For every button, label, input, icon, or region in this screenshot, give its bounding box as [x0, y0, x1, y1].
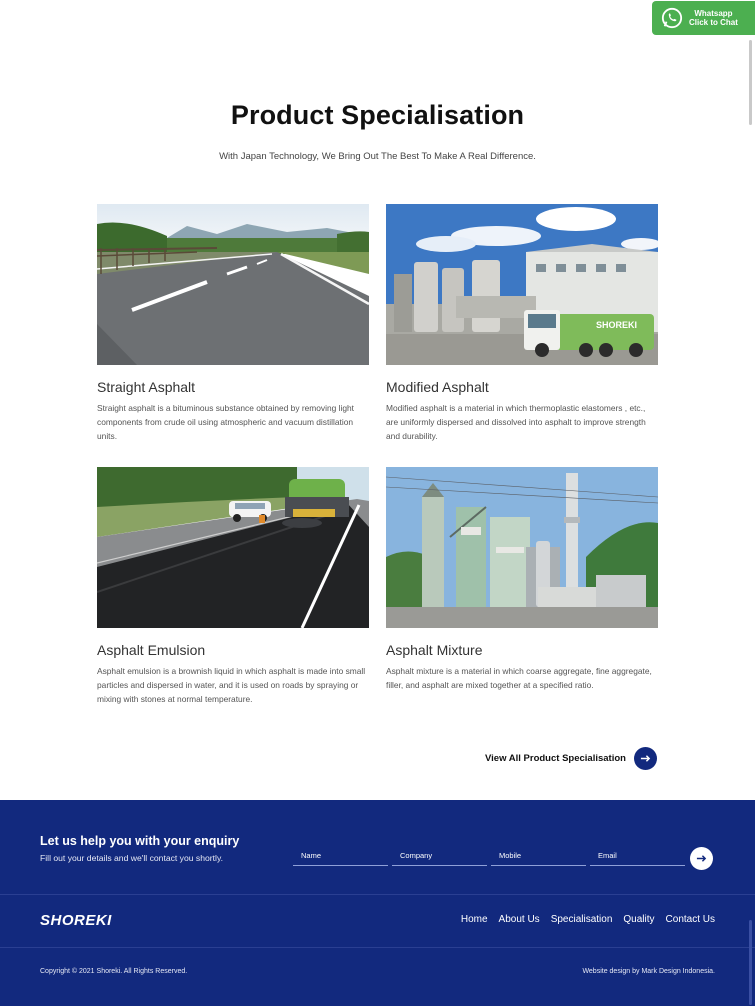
name-field-placeholder: Name — [301, 851, 322, 860]
asphalt-emulsion-image — [97, 467, 369, 628]
design-credit: Website design by Mark Design Indonesia. — [582, 968, 715, 975]
copyright-text: Copyright © 2021 Shoreki. All Rights Reserved. — [40, 968, 188, 975]
name-field[interactable] — [293, 847, 388, 866]
view-all-label[interactable]: View All Product Specialisation — [485, 753, 626, 764]
modified-asphalt-image — [386, 204, 658, 365]
nav-item-about-us[interactable]: About Us — [498, 914, 540, 925]
view-all-products-link[interactable] — [485, 747, 657, 770]
whatsapp-label — [689, 9, 738, 27]
email-field-placeholder: Email — [598, 851, 617, 860]
enquiry-title: Let us help you with your enquiry — [40, 834, 240, 848]
section-title: Product Specialisation — [230, 100, 525, 130]
nav-item-contact-us[interactable]: Contact Us — [665, 914, 715, 925]
product-card-straight-asphalt[interactable] — [97, 204, 369, 443]
whatsapp-label-line1: Whatsapp — [694, 9, 733, 18]
svg-text:SHOREKI: SHOREKI — [596, 320, 638, 330]
submit-button[interactable] — [690, 847, 713, 870]
arrow-right-icon — [696, 853, 707, 864]
product-title[interactable]: Asphalt Mixture — [386, 642, 483, 658]
company-field-placeholder: Company — [400, 851, 433, 860]
mobile-field[interactable] — [491, 847, 586, 866]
footer-logo[interactable]: SHOREKI — [40, 912, 112, 929]
footer-nav — [461, 914, 715, 925]
product-title[interactable]: Modified Asphalt — [386, 379, 489, 395]
product-card-asphalt-mixture[interactable] — [386, 467, 658, 692]
footer-divider — [0, 894, 755, 895]
company-field[interactable] — [392, 847, 487, 866]
email-field[interactable] — [590, 847, 685, 866]
section-subtitle: With Japan Technology, We Bring Out The Best To Make A Real Difference. — [219, 151, 536, 162]
nav-item-quality[interactable]: Quality — [623, 914, 655, 925]
product-card-modified-asphalt[interactable] — [386, 204, 658, 443]
product-card-asphalt-emulsion[interactable] — [97, 467, 369, 706]
enquiry-subtitle: Fill out your details and we'll contact you shortly. — [40, 853, 223, 863]
mobile-field-placeholder: Mobile — [499, 851, 522, 860]
nav-item-specialisation[interactable]: Specialisation — [550, 914, 613, 925]
footer — [0, 800, 755, 1006]
product-description: Modified asphalt is a material in which thermoplastic elastomers , etc., are uniformly dispersed and dissolved into asphalt to improve strength and durability. — [386, 403, 646, 441]
scrollbar[interactable] — [749, 920, 752, 1005]
arrow-right-icon[interactable] — [634, 747, 657, 770]
product-description: Asphalt emulsion is a brownish liquid in which asphalt is made into small particles and dispersed in water, and it is used on roads by spraying or mixing with stones at normal temperature. — [97, 666, 366, 704]
whatsapp-label-line2: Click to Chat — [689, 18, 738, 27]
nav-item-home[interactable]: Home — [460, 914, 488, 925]
whatsapp-chat-button[interactable] — [652, 1, 755, 35]
product-description: Asphalt mixture is a material in which coarse aggregate, fine aggregate, filler, and asphalt are mixed together at a specified ratio. — [386, 666, 652, 690]
straight-asphalt-image — [97, 204, 369, 365]
product-title[interactable]: Straight Asphalt — [97, 379, 196, 395]
footer-divider — [0, 947, 755, 948]
product-title[interactable]: Asphalt Emulsion — [97, 642, 206, 658]
asphalt-mixture-image — [386, 467, 658, 628]
product-description: Straight asphalt is a bituminous substance obtained by removing light components from crude oil using atmospheric and vacuum distillation units. — [97, 403, 354, 441]
whatsapp-icon — [661, 7, 683, 29]
